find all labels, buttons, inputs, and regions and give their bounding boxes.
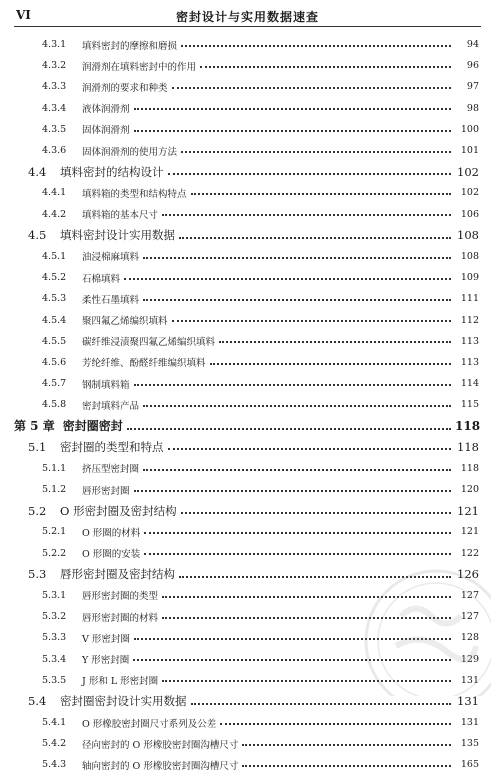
toc-entry[interactable] xyxy=(14,394,479,415)
toc-entry-page: 121 xyxy=(460,526,479,538)
toc-entry-title: 油浸棉麻填料 xyxy=(82,252,140,264)
toc-entry-number: 第 5 章 xyxy=(14,419,55,434)
dot-leader xyxy=(181,34,451,46)
toc-entry-title: 密封填料产品 xyxy=(82,400,140,412)
toc-entry-number: 4.5.8 xyxy=(42,399,67,411)
toc-entry-number: 5.4.1 xyxy=(42,717,67,729)
toc-entry[interactable] xyxy=(14,479,479,500)
toc-entry-number: 4.3.6 xyxy=(42,145,67,157)
toc-entry-page: 96 xyxy=(466,60,479,72)
toc-entry-page: 118 xyxy=(460,462,479,474)
toc-entry-number: 4.5.2 xyxy=(42,272,67,284)
toc-entry-title: 填料密封设计实用数据 xyxy=(60,228,175,243)
toc-entry-title: O 形圈的安装 xyxy=(82,549,141,561)
toc-entry-page: 128 xyxy=(460,632,479,644)
toc-entry-number: 4.3.4 xyxy=(42,102,67,114)
toc-entry-page: 131 xyxy=(460,674,479,686)
toc-entry-page: 121 xyxy=(457,503,479,518)
dot-leader xyxy=(242,755,451,767)
dot-leader xyxy=(134,119,451,131)
toc-entry-number: 4.4.1 xyxy=(42,187,67,199)
dot-leader xyxy=(219,331,451,343)
toc-entry-title: J 形和 L 形密封圈 xyxy=(82,676,159,688)
toc-entry[interactable] xyxy=(14,712,479,733)
toc-entry-number: 5.4.3 xyxy=(42,759,67,771)
toc-entry[interactable] xyxy=(14,437,479,458)
toc-entry-title: 填料密封的摩擦和磨损 xyxy=(82,40,178,52)
toc-entry-number: 5.1.1 xyxy=(42,462,67,474)
toc-entry[interactable] xyxy=(14,309,479,330)
toc-entry-page: 122 xyxy=(460,547,479,559)
toc-entry-number: 4.5.5 xyxy=(42,335,67,347)
toc-entry-page: 100 xyxy=(460,123,479,135)
toc-entry-number: 5.2 xyxy=(28,503,47,518)
toc-entry-title: 润滑剂在填料密封中的作用 xyxy=(82,61,197,73)
toc-entry-title: 径向密封的 O 形橡胶密封圈沟槽尺寸 xyxy=(82,739,239,751)
toc-entry-page: 131 xyxy=(460,717,479,729)
toc-entry-page: 111 xyxy=(460,293,479,305)
toc-entry-number: 4.5.4 xyxy=(42,314,67,326)
dot-leader xyxy=(172,77,451,89)
toc-entry-page: 94 xyxy=(466,39,479,51)
toc-entry[interactable] xyxy=(14,500,479,521)
toc-entry-number: 5.4 xyxy=(28,694,47,709)
dot-leader xyxy=(220,712,451,724)
toc-entry-title: 轴向密封的 O 形橡胶密封圈沟槽尺寸 xyxy=(82,760,239,772)
toc-entry[interactable] xyxy=(14,34,479,55)
toc-entry[interactable] xyxy=(14,458,479,479)
toc-entry-title: 密封圈的类型和特点 xyxy=(60,440,164,455)
toc-entry-number: 4.3.1 xyxy=(42,39,67,51)
toc-entry-page: 126 xyxy=(457,567,479,582)
toc-entry[interactable] xyxy=(14,521,479,542)
toc-entry-page: 102 xyxy=(460,187,479,199)
toc-entry-page: 113 xyxy=(460,356,479,368)
dot-leader xyxy=(181,140,451,152)
toc-entry[interactable] xyxy=(14,352,479,373)
toc-entry-title: 唇形密封圈 xyxy=(82,485,130,497)
toc-entry-page: 115 xyxy=(460,399,479,411)
toc-entry-title: V 形密封圈 xyxy=(82,633,130,645)
page-number: VI xyxy=(16,8,31,22)
dot-leader xyxy=(172,310,451,322)
toc-entry[interactable] xyxy=(14,76,479,97)
toc-entry-number: 5.3 xyxy=(28,567,47,582)
toc-entry-title: 唇形密封圈的材料 xyxy=(82,612,159,624)
toc-entry-title: O 形圈的材料 xyxy=(82,527,141,539)
dot-leader xyxy=(134,479,451,491)
toc-entry-title: 聚四氟乙烯编织填料 xyxy=(82,316,168,328)
dot-leader xyxy=(242,734,451,746)
toc-entry[interactable] xyxy=(14,373,479,394)
toc-entry-page: 108 xyxy=(460,250,479,262)
toc-entry-title: 固体润滑剂的使用方法 xyxy=(82,146,178,158)
dot-leader xyxy=(127,414,451,429)
dot-leader xyxy=(210,352,451,364)
toc-entry[interactable] xyxy=(14,733,479,754)
toc-entry-number: 5.3.2 xyxy=(42,611,67,623)
toc-entry-title: O 形密封圈及密封结构 xyxy=(60,503,177,518)
toc-entry[interactable] xyxy=(14,140,479,161)
toc-entry[interactable] xyxy=(14,415,479,436)
toc-entry-page: 108 xyxy=(457,228,479,243)
dot-leader xyxy=(143,246,451,258)
toc-entry-number: 4.5 xyxy=(28,228,47,243)
dot-leader xyxy=(143,289,451,301)
toc-entry-number: 4.5.6 xyxy=(42,356,67,368)
dot-leader xyxy=(144,522,451,534)
toc-entry-title: 挤压型密封圈 xyxy=(82,464,140,476)
toc-entry-number: 4.3.5 xyxy=(42,123,67,135)
toc-entry-number: 5.1.2 xyxy=(42,484,67,496)
toc-entry-title: Y 形密封圈 xyxy=(82,655,130,667)
toc-entry[interactable] xyxy=(14,119,479,140)
toc-entry[interactable] xyxy=(14,161,479,182)
toc-entry[interactable] xyxy=(14,246,479,267)
toc-entry-page: 127 xyxy=(460,589,479,601)
toc-entry-page: 129 xyxy=(460,653,479,665)
toc-entry-title: 碳纤维浸渍聚四氟乙烯编织填料 xyxy=(82,337,216,349)
toc-entry-title: 密封圈密封设计实用数据 xyxy=(60,694,187,709)
toc-entry-page: 118 xyxy=(455,418,481,433)
dot-leader xyxy=(143,458,451,470)
toc-entry-page: 97 xyxy=(466,81,479,93)
toc-entry-title: 唇形密封圈的类型 xyxy=(82,591,159,603)
toc-entry-page: 118 xyxy=(457,440,479,455)
toc-entry-page: 114 xyxy=(460,378,479,390)
toc-entry[interactable] xyxy=(14,754,479,775)
toc-entry-title: 密封圈密封 xyxy=(62,419,123,434)
toc-entry-page: 131 xyxy=(457,694,479,709)
toc-entry-page: 135 xyxy=(460,738,479,750)
dot-leader xyxy=(181,499,451,514)
toc-entry-page: 109 xyxy=(460,272,479,284)
toc-entry-number: 4.5.7 xyxy=(42,378,67,390)
toc-entry-title: 填料密封的结构设计 xyxy=(60,164,164,179)
toc-entry-number: 4.4.2 xyxy=(42,208,67,220)
dot-leader xyxy=(191,183,451,195)
toc-entry-title: O 形橡胶密封圈尺寸系列及公差 xyxy=(82,718,217,730)
toc-entry-title: 固体润滑剂 xyxy=(82,125,130,137)
toc-entry[interactable] xyxy=(14,267,479,288)
toc-entry-title: 润滑剂的要求和种类 xyxy=(82,82,168,94)
toc-entry[interactable] xyxy=(14,225,479,246)
toc-entry-page: 127 xyxy=(460,611,479,623)
toc-entry-page: 98 xyxy=(466,102,479,114)
dot-leader xyxy=(134,373,451,385)
toc-entry[interactable] xyxy=(14,331,479,352)
toc-entry-number: 4.5.3 xyxy=(42,293,67,305)
toc-entry-title: 液体润滑剂 xyxy=(82,104,130,116)
toc-entry-title: 唇形密封圈及密封结构 xyxy=(60,567,175,582)
toc-entry-title: 石棉填料 xyxy=(82,273,121,285)
toc-entry-page: 101 xyxy=(460,145,479,157)
running-header xyxy=(14,6,481,27)
toc-entry[interactable] xyxy=(14,182,479,203)
toc-entry-number: 5.2.1 xyxy=(42,526,67,538)
dot-leader xyxy=(168,160,452,175)
toc-entry-number: 5.3.1 xyxy=(42,589,67,601)
watermark-seal xyxy=(341,546,491,696)
toc-entry-number: 5.3.3 xyxy=(42,632,67,644)
toc-entry[interactable] xyxy=(14,204,479,225)
toc-entry-number: 5.1 xyxy=(28,440,47,455)
toc-entry-number: 5.3.5 xyxy=(42,674,67,686)
toc-entry[interactable] xyxy=(14,55,479,76)
toc-entry-number: 5.2.2 xyxy=(42,547,67,559)
toc-entry[interactable] xyxy=(14,98,479,119)
dot-leader xyxy=(124,267,451,279)
dot-leader xyxy=(200,56,451,68)
toc-entry-page: 112 xyxy=(460,314,479,326)
toc-entry[interactable] xyxy=(14,288,479,309)
toc-entry-title: 柔性石墨填料 xyxy=(82,294,140,306)
dot-leader xyxy=(134,98,451,110)
toc-entry-number: 4.5.1 xyxy=(42,250,67,262)
toc-entry-number: 4.4 xyxy=(28,164,47,179)
toc-entry-page: 106 xyxy=(460,208,479,220)
toc-entry-number: 5.4.2 xyxy=(42,738,67,750)
toc-entry-title: 填料箱的基本尺寸 xyxy=(82,210,159,222)
toc-entry-page: 102 xyxy=(457,164,479,179)
dot-leader xyxy=(162,204,451,216)
dot-leader xyxy=(179,224,451,239)
toc-entry-number: 4.3.2 xyxy=(42,60,67,72)
book-title: 密封设计与实用数据速查 xyxy=(175,10,319,24)
toc-entry-number: 5.3.4 xyxy=(42,653,67,665)
toc-entry-number: 4.3.3 xyxy=(42,81,67,93)
toc-entry-title: 钢制填料箱 xyxy=(82,379,130,391)
dot-leader xyxy=(143,395,451,407)
toc-entry-page: 120 xyxy=(460,484,479,496)
dot-leader xyxy=(168,436,452,451)
toc-entry-page: 165 xyxy=(460,759,479,771)
toc-entry-page: 113 xyxy=(460,335,479,347)
toc-entry-title: 填料箱的类型和结构特点 xyxy=(82,188,187,200)
toc-entry-title: 芳纶纤维、酚醛纤维编织填料 xyxy=(82,358,206,370)
